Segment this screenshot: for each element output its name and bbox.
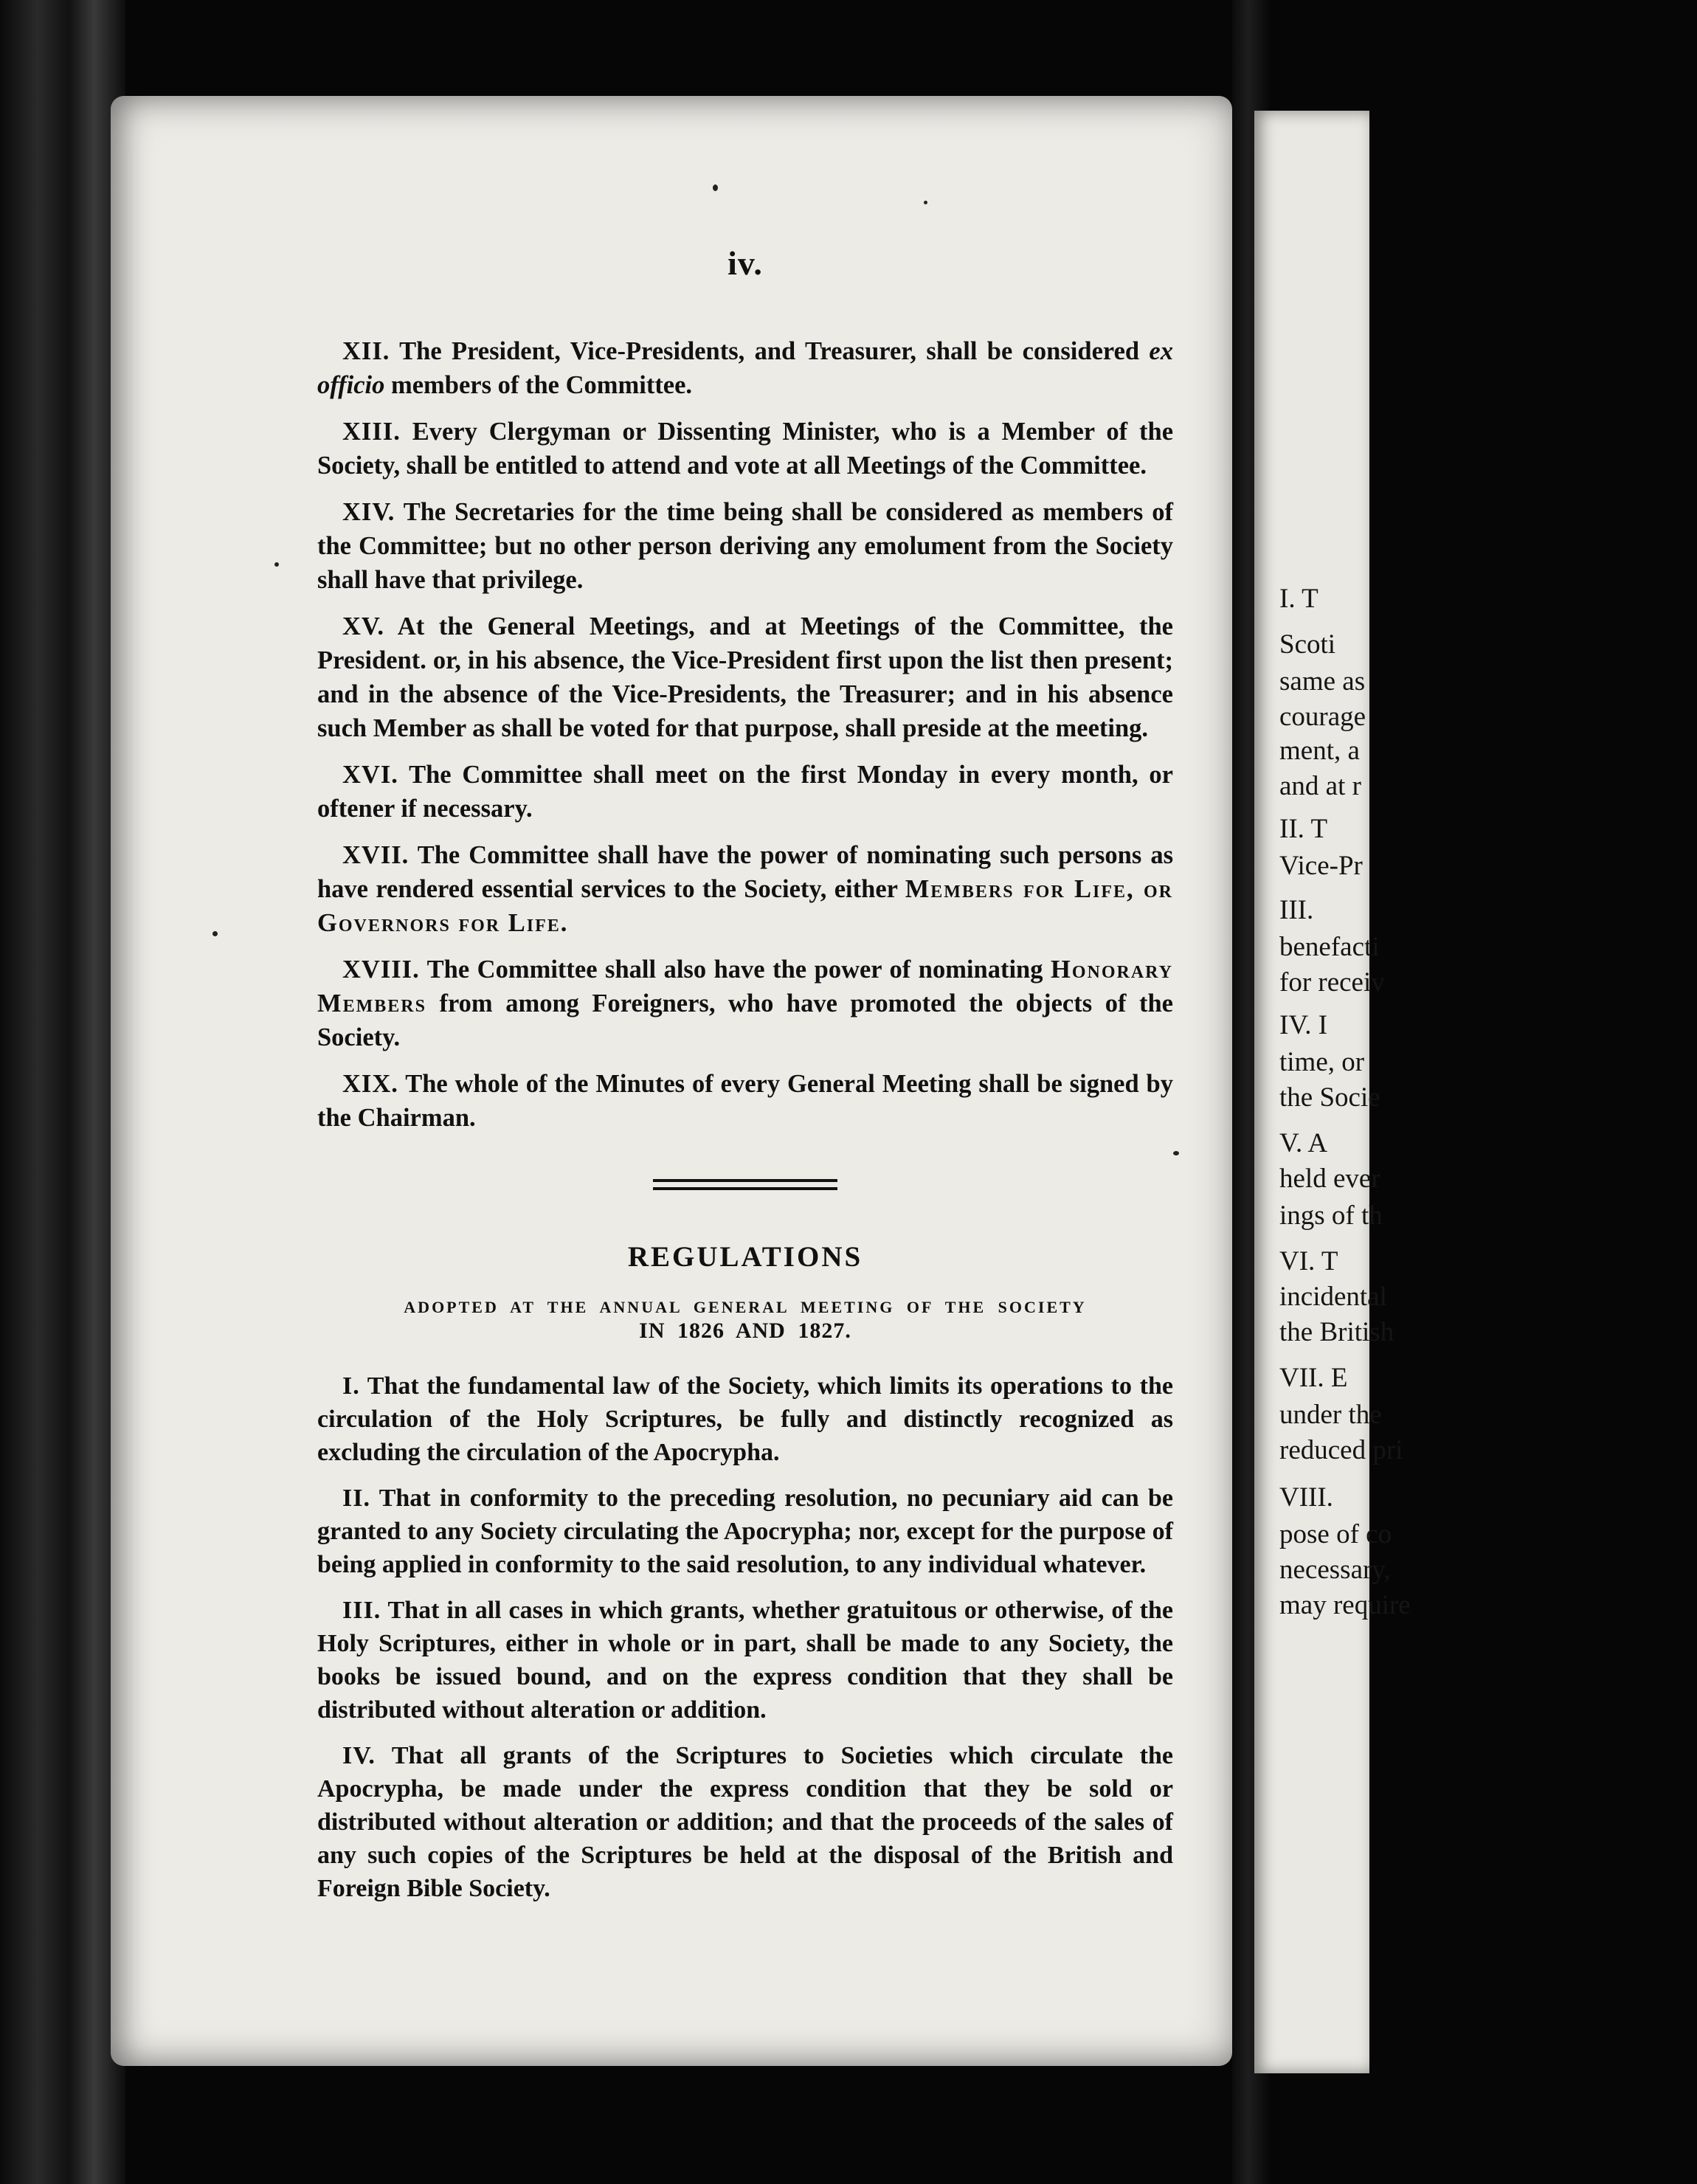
facing-page-line: reduced pri [1279,1435,1403,1465]
facing-page-line: III. [1279,895,1314,925]
facing-page-line: I. T [1279,584,1318,614]
facing-page-line: VIII. [1279,1482,1333,1513]
regulation-ii: II. That in conformity to the preceding resolution, no pecuniary aid can be granted to any Society circulating the Apocrypha; nor, except for the purpose of being applied in conformity to the said resolution, to any individual whatever. [317,1485,1173,1578]
regulations-list [317,1369,1173,1905]
film-speck [924,201,927,204]
article-xiii: XIII. Every Clergyman or Dissenting Minister, who is a Member of the Society, shall be entitled to attend and vote at all Meetings of the Committee. [317,418,1174,480]
facing-page-line: Vice-Pr [1279,851,1363,881]
article-xii: XII. The President, Vice-Presidents, and Treasurer, shall be considered ex officio members of the Committee. [317,337,1173,399]
regulation-i: I. That the fundamental law of the Society, which limits its operations to the circulation of the Holy Scriptures, be fully and distinctly recognized as excluding the circulation of the Apocrypha. [317,1372,1173,1466]
facing-page-line: V. A [1279,1128,1328,1158]
facing-page-line: II. T [1279,814,1328,844]
articles-list [317,334,1173,1135]
facing-page [1254,111,1411,2073]
facing-page-line: for receiv [1279,967,1385,998]
book-spine [0,0,125,2184]
facing-page-line: may require [1279,1590,1411,1620]
facing-page-line: necessary, [1279,1555,1391,1585]
facing-page-line: the British [1279,1317,1394,1347]
facing-page-line: VI. T [1279,1246,1338,1276]
facing-page-line: under the [1279,1400,1382,1430]
regulation-iii: III. That in all cases in which grants, whether gratuitous or otherwise, of the Holy Scriptures, either in whole or in part, shall be made to any Society, the books be issued bound, and on the express condition that they shall be distributed without alteration or addition. [317,1597,1174,1724]
article-xviii: XVIII. The Committee shall also have the power of nominating Honorary Members from among Foreigners, who have promoted the objects of the Society. [317,956,1173,1051]
page-number: iv. [727,244,763,282]
film-speck [274,562,279,567]
article-xv: XV. At the General Meetings, and at Meetings of the Committee, the President. or, in his absence, the Vice-President first upon the list then present; and in the absence of the Vice-Presidents, the Treasurer; and in his absence such Member as shall be voted for that purpose, shall preside at the meeting. [317,612,1173,742]
regulations-heading: REGULATIONS [627,1241,863,1273]
facing-page-line: VII. E [1279,1363,1348,1393]
facing-page-line: the Socie [1279,1082,1380,1113]
facing-page-line: held ever [1279,1164,1380,1194]
facing-page-line: ment, a [1279,736,1360,766]
film-speck [713,184,718,191]
facing-page-line: benefacti [1279,932,1380,962]
facing-page-line: IV. I [1279,1010,1328,1040]
facing-page-line: pose of co [1279,1519,1392,1549]
facing-page-line: Scoti [1279,629,1336,660]
facing-page-line: same as [1279,666,1366,697]
facing-page-text [1254,111,1697,2073]
film-speck [212,931,218,936]
film-speck [1173,1151,1179,1155]
facing-page-line: and at r [1279,771,1361,801]
facing-page-line: ings of th [1279,1200,1383,1231]
facing-page-line: incidental [1279,1282,1387,1312]
page-content [317,243,1173,1918]
article-xix: XIX. The whole of the Minutes of every General Meeting shall be signed by the Chairman. [317,1070,1173,1132]
facing-page-line: time, or [1279,1047,1365,1077]
article-xvi: XVI. The Committee shall meet on the first Monday in every month, or oftener if necessary. [317,761,1173,823]
section-divider [653,1179,837,1190]
facing-page-line: courage [1279,702,1366,732]
article-xiv: XIV. The Secretaries for the time being shall be considered as members of the Committee; but no other person deriving any emolument from the Society shall have that privilege. [317,498,1173,594]
regulation-iv: IV. That all grants of the Scriptures to Societies which circulate the Apocrypha, be made under the express condition that they be sold or distributed without alteration or addition; and that the proceeds of the sales of any such copies of the Scriptures be held at the disposal of the British and Foreign Bible Society. [317,1742,1174,1902]
article-xvii: XVII. The Committee shall have the power of nominating such persons as have rendered essential services to the Society, either Members for Life, or Governors for Life. [317,841,1173,937]
regulations-subheading: ADOPTED AT THE ANNUAL GENERAL MEETING OF THE SOCIETY IN 1826 AND 1827. [404,1298,1087,1343]
